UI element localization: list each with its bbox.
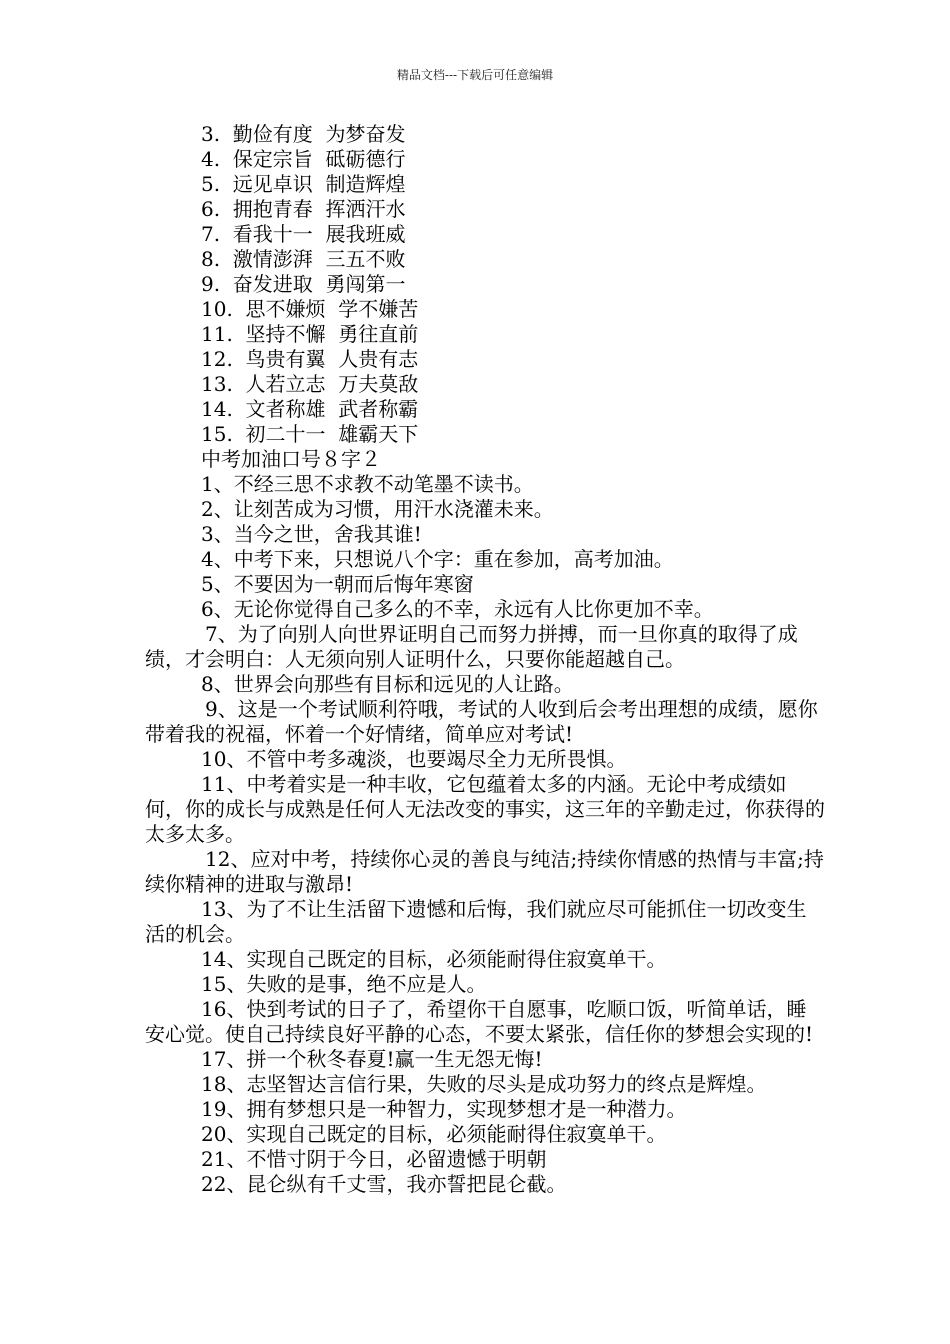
slogan-item: 12. 鸟贵有翼 人贵有志 — [201, 347, 419, 371]
paragraph: 21、不惜寸阴于今日，必留遗憾于明朝 — [201, 1147, 547, 1171]
slogan-item: 11. 坚持不懈 勇往直前 — [201, 322, 419, 346]
paragraph: 8、世界会向那些有目标和远见的人让路。 — [201, 672, 574, 696]
paragraph: 9、这是一个考试顺利符哦，考试的人收到后会考出理想的成绩，愿你带着我的祝福，怀着一个好情绪，简单应对考试! — [145, 697, 818, 746]
paragraph: 13、为了不让生活留下遗憾和后悔，我们就应尽可能抓住一切改变生活的机会。 — [145, 897, 807, 946]
paragraph: 6、无论你觉得自己多么的不幸，永远有人比你更加不幸。 — [201, 597, 714, 621]
slogan-item: 14. 文者称雄 武者称霸 — [201, 397, 419, 421]
slogan-item: 5. 远见卓识 制造辉煌 — [201, 172, 406, 196]
slogan-item: 8. 激情澎湃 三五不败 — [201, 247, 406, 271]
slogan-item: 3. 勤俭有度 为梦奋发 — [201, 122, 406, 146]
paragraph: 17、拼一个秋冬春夏!赢一生无怨无悔! — [201, 1047, 543, 1071]
paragraph: 12、应对中考，持续你心灵的善良与纯洁;持续你情感的热情与丰富;持续你精神的进取与激昂! — [145, 847, 824, 896]
paragraph: 4、中考下来，只想说八个字：重在参加，高考加油。 — [201, 547, 674, 571]
paragraph: 1、不经三思不求教不动笔墨不读书。 — [201, 472, 534, 496]
slogan-item: 13. 人若立志 万夫莫敌 — [201, 372, 419, 396]
paragraph: 18、志坚智达言信行果，失败的尽头是成功努力的终点是辉煌。 — [201, 1072, 767, 1096]
section-title: 中考加油口号８字２ — [201, 447, 381, 471]
paragraph: 2、让刻苦成为习惯，用汗水浇灌未来。 — [201, 497, 554, 521]
slogan-item: 6. 拥抱青春 挥洒汗水 — [201, 197, 406, 221]
paragraph: 19、拥有梦想只是一种智力，实现梦想才是一种潜力。 — [201, 1097, 687, 1121]
paragraph: 15、失败的是事，绝不应是人。 — [201, 972, 487, 996]
paragraph: 7、为了向别人向世界证明自己而努力拼搏，而一旦你真的取得了成绩，才会明白：人无须向别人证明什么，只要你能超越自己。 — [145, 622, 798, 671]
slogan-item: 4. 保定宗旨 砥砺德行 — [201, 147, 406, 171]
paragraph: 22、昆仑纵有千丈雪，我亦誓把昆仑截。 — [201, 1172, 567, 1196]
paragraph: 16、快到考试的日子了，希望你干自愿事，吃顺口饭，听简单话，睡安心觉。使自己持续良好平静的心态，不要太紧张，信任你的梦想会实现的! — [145, 997, 814, 1046]
slogan-item: 9. 奋发进取 勇闯第一 — [201, 272, 406, 296]
paragraph: 14、实现自己既定的目标，必须能耐得住寂寞单干。 — [201, 947, 667, 971]
slogan-item: 7. 看我十一 展我班威 — [201, 222, 406, 246]
slogan-item: 10. 思不嫌烦 学不嫌苦 — [201, 297, 419, 321]
paragraph: 3、当今之世，舍我其谁! — [201, 522, 422, 546]
slogan-item: 15. 初二十一 雄霸天下 — [201, 422, 419, 446]
document-body — [145, 122, 825, 1197]
paragraph: 11、中考着实是一种丰收，它包蕴着太多的内涵。无论中考成绩如何，你的成长与成熟是任何人无法改变的事实，这三年的辛勤走过，你获得的太多太多。 — [145, 772, 825, 846]
paragraph: 5、不要因为一朝而后悔年寒窗 — [201, 572, 474, 596]
page-header: 精品文档---下载后可任意编辑 — [396, 68, 554, 82]
paragraph: 10、不管中考多魂淡，也要竭尽全力无所畏惧。 — [201, 747, 627, 771]
paragraph: 20、实现自己既定的目标，必须能耐得住寂寞单干。 — [201, 1122, 667, 1146]
